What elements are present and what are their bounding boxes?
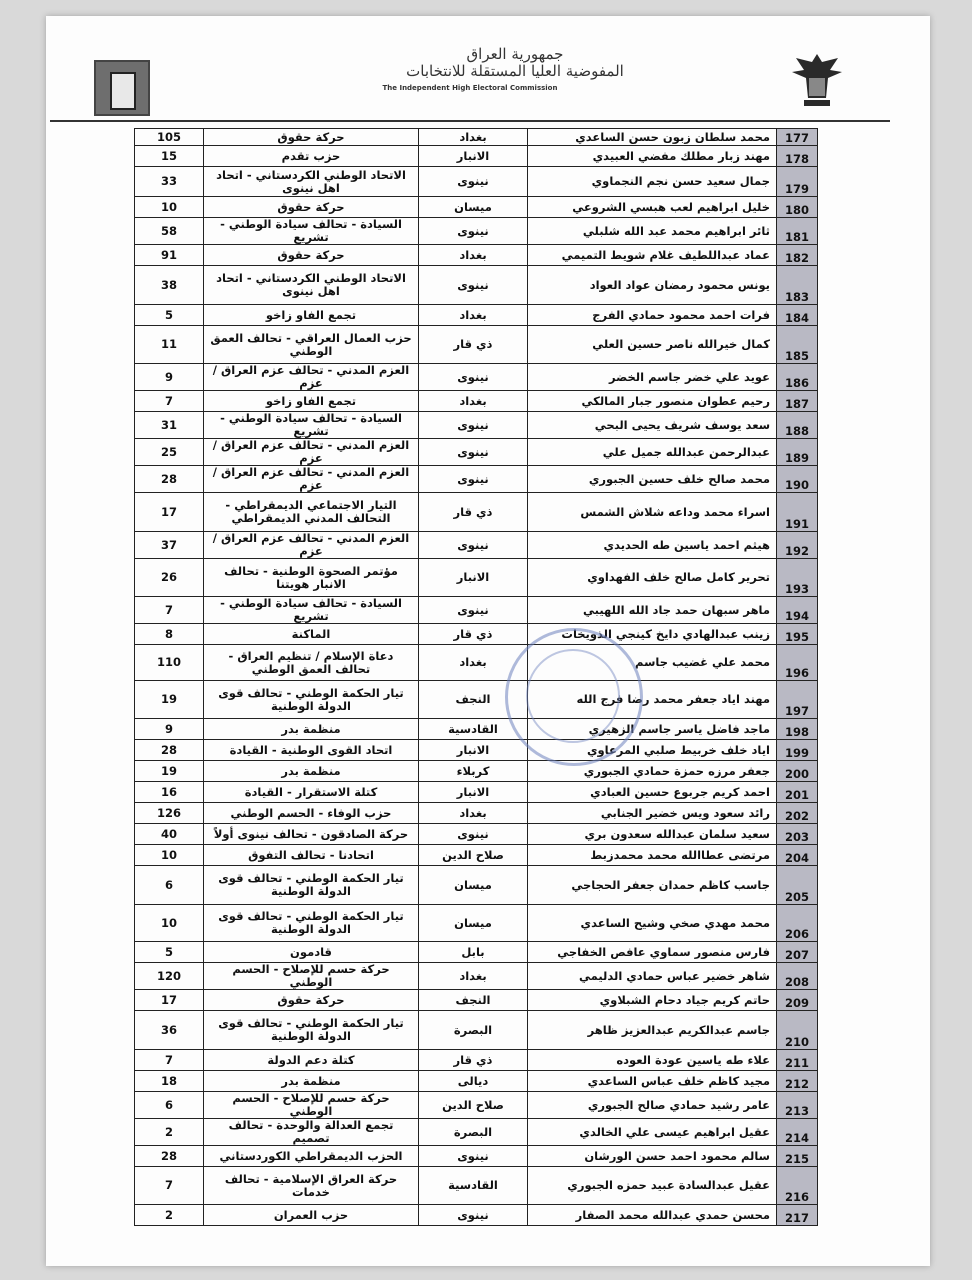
- vote-count: 7: [135, 391, 204, 412]
- candidate-name: خليل ابراهيم لعب هبسي الشروعي: [528, 197, 777, 218]
- table-row: [135, 1119, 818, 1146]
- org-name-english: The Independent High Electoral Commission: [382, 84, 558, 92]
- table-row: [135, 129, 818, 146]
- candidate-name: يونس محمود رمضان عواد العواد: [528, 266, 777, 305]
- governorate: البصرة: [419, 1119, 528, 1146]
- row-number: 184: [777, 305, 818, 326]
- governorate: بابل: [419, 942, 528, 963]
- governorate: ذي قار: [419, 624, 528, 645]
- row-number: 215: [777, 1146, 818, 1167]
- table-row: [135, 245, 818, 266]
- governorate: ذي قار: [419, 493, 528, 532]
- vote-count: 105: [135, 129, 204, 146]
- vote-count: 37: [135, 532, 204, 559]
- governorate: نينوى: [419, 1205, 528, 1226]
- governorate: القادسية: [419, 719, 528, 740]
- table-row: [135, 681, 818, 719]
- governorate: بغداد: [419, 963, 528, 990]
- candidate-name: محمد سلطان زبون حسن الساعدي: [528, 129, 777, 146]
- vote-count: 5: [135, 942, 204, 963]
- table-row: [135, 803, 818, 824]
- candidate-name: مرتضى عطاالله محمد محمدزبط: [528, 845, 777, 866]
- governorate: ميسان: [419, 866, 528, 905]
- vote-count: 7: [135, 1050, 204, 1071]
- governorate: البصرة: [419, 1011, 528, 1050]
- row-number: 181: [777, 218, 818, 245]
- candidate-name: محمد علي غضيب جاسم: [528, 645, 777, 681]
- vote-count: 8: [135, 624, 204, 645]
- vote-count: 10: [135, 905, 204, 942]
- vote-count: 126: [135, 803, 204, 824]
- candidate-name: عامر رشيد حمادي صالح الجبوري: [528, 1092, 777, 1119]
- governorate: بغداد: [419, 645, 528, 681]
- org-name-line-2: المفوضية العليا المستقلة للانتخابات: [406, 62, 624, 80]
- governorate: النجف: [419, 990, 528, 1011]
- table-row: [135, 439, 818, 466]
- row-number: 196: [777, 645, 818, 681]
- vote-count: 7: [135, 1167, 204, 1205]
- row-number: 213: [777, 1092, 818, 1119]
- vote-count: 7: [135, 597, 204, 624]
- governorate: بغداد: [419, 305, 528, 326]
- row-number: 211: [777, 1050, 818, 1071]
- party-name: حركة حقوق: [204, 990, 419, 1011]
- party-name: تيار الحكمة الوطني - تحالف قوى الدولة الوطنية: [204, 866, 419, 905]
- table-row: [135, 266, 818, 305]
- candidate-name: حاتم كريم جياد دحام الشبلاوي: [528, 990, 777, 1011]
- candidate-name: ثائر ابراهيم محمد عبد الله شلبلي: [528, 218, 777, 245]
- row-number: 203: [777, 824, 818, 845]
- table-row: [135, 146, 818, 167]
- governorate: نينوى: [419, 266, 528, 305]
- row-number: 205: [777, 866, 818, 905]
- vote-count: 6: [135, 1092, 204, 1119]
- vote-count: 17: [135, 493, 204, 532]
- vote-count: 17: [135, 990, 204, 1011]
- candidate-name: جاسب كاظم حمدان جعفر الحجاجي: [528, 866, 777, 905]
- candidate-name: عويد علي خضر جاسم الخضر: [528, 364, 777, 391]
- row-number: 200: [777, 761, 818, 782]
- party-name: العزم المدني - تحالف عزم العراق /عزم: [204, 466, 419, 493]
- governorate: نينوى: [419, 1146, 528, 1167]
- governorate: بغداد: [419, 803, 528, 824]
- party-name: السيادة - تحالف سيادة الوطني - تشريع: [204, 412, 419, 439]
- party-name: حزب الوفاء - الحسم الوطني: [204, 803, 419, 824]
- vote-count: 91: [135, 245, 204, 266]
- candidate-name: سعد يوسف شريف يحيى البحي: [528, 412, 777, 439]
- row-number: 204: [777, 845, 818, 866]
- candidate-name: سالم محمود احمد حسن الورشان: [528, 1146, 777, 1167]
- governorate: ذي قار: [419, 1050, 528, 1071]
- row-number: 195: [777, 624, 818, 645]
- vote-count: 10: [135, 197, 204, 218]
- party-name: كتلة دعم الدولة: [204, 1050, 419, 1071]
- vote-count: 40: [135, 824, 204, 845]
- row-number: 201: [777, 782, 818, 803]
- party-name: تجمع العدالة والوحدة - تحالف تصميم: [204, 1119, 419, 1146]
- table-row: [135, 782, 818, 803]
- candidate-name: محمد مهدي صخي وشيح الساعدي: [528, 905, 777, 942]
- vote-count: 2: [135, 1119, 204, 1146]
- party-name: دعاة الإسلام / تنظيم العراق - تحالف العمق الوطني: [204, 645, 419, 681]
- candidate-name: سعيد سلمان عبدالله سعدون بري: [528, 824, 777, 845]
- party-name: السيادة - تحالف سيادة الوطني - تشريع: [204, 218, 419, 245]
- governorate: نينوى: [419, 218, 528, 245]
- row-number: 212: [777, 1071, 818, 1092]
- governorate: صلاح الدين: [419, 845, 528, 866]
- table-row: [135, 167, 818, 197]
- table-row: [135, 845, 818, 866]
- party-name: تيار الحكمة الوطني - تحالف قوى الدولة الوطنية: [204, 1011, 419, 1050]
- candidate-name: فارس منصور سماوي عافص الخفاجي: [528, 942, 777, 963]
- table-row: [135, 990, 818, 1011]
- vote-count: 16: [135, 782, 204, 803]
- candidate-name: محسن حمدي عبدالله محمد الصفار: [528, 1205, 777, 1226]
- table-row: [135, 1092, 818, 1119]
- row-number: 192: [777, 532, 818, 559]
- candidate-name: عقيل ابراهيم عيسى علي الخالدي: [528, 1119, 777, 1146]
- candidate-name: علاء طه ياسين عودة العوده: [528, 1050, 777, 1071]
- vote-count: 28: [135, 740, 204, 761]
- table-row: [135, 761, 818, 782]
- candidate-name: رحيم عطوان منصور جبار المالكي: [528, 391, 777, 412]
- vote-count: 31: [135, 412, 204, 439]
- governorate: نينوى: [419, 532, 528, 559]
- table-row: [135, 963, 818, 990]
- governorate: ميسان: [419, 905, 528, 942]
- vote-count: 36: [135, 1011, 204, 1050]
- candidate-name: مهند اياد جعفر محمد رضا فرج الله: [528, 681, 777, 719]
- party-name: حزب العمران: [204, 1205, 419, 1226]
- table-row: [135, 1050, 818, 1071]
- governorate: نينوى: [419, 167, 528, 197]
- candidate-name: زينب عبدالهادي دايخ كينجي الذويخات: [528, 624, 777, 645]
- row-number: 199: [777, 740, 818, 761]
- party-name: العزم المدني - تحالف عزم العراق /عزم: [204, 364, 419, 391]
- table-row: [135, 218, 818, 245]
- party-name: اتحاد القوى الوطنية - القيادة: [204, 740, 419, 761]
- vote-count: 11: [135, 326, 204, 364]
- party-name: حركة حقوق: [204, 129, 419, 146]
- vote-count: 2: [135, 1205, 204, 1226]
- row-number: 189: [777, 439, 818, 466]
- table-row: [135, 391, 818, 412]
- row-number: 217: [777, 1205, 818, 1226]
- party-name: التيار الاجتماعي الديمقراطي - التحالف المدني الديمقراطي: [204, 493, 419, 532]
- party-name: تيار الحكمة الوطني - تحالف قوى الدولة الوطنية: [204, 681, 419, 719]
- candidate-name: جمال سعيد حسن نجم النجماوي: [528, 167, 777, 197]
- party-name: قادمون: [204, 942, 419, 963]
- row-number: 207: [777, 942, 818, 963]
- table-row: [135, 1011, 818, 1050]
- candidate-name: هيثم احمد ياسين طه الحديدي: [528, 532, 777, 559]
- governorate: نينوى: [419, 466, 528, 493]
- governorate: الانبار: [419, 146, 528, 167]
- vote-count: 9: [135, 364, 204, 391]
- candidate-name: تحرير كامل صالح خلف الفهداوي: [528, 559, 777, 597]
- party-name: الاتحاد الوطني الكردستاني - اتحاد اهل نينوى: [204, 266, 419, 305]
- party-name: حزب العمال العراقي - تحالف العمق الوطني: [204, 326, 419, 364]
- row-number: 194: [777, 597, 818, 624]
- row-number: 206: [777, 905, 818, 942]
- document-header: [50, 38, 890, 122]
- candidate-name: ماجد فاضل ياسر جاسم الزهيري: [528, 719, 777, 740]
- row-number: 216: [777, 1167, 818, 1205]
- party-name: حركة حقوق: [204, 245, 419, 266]
- table-row: [135, 597, 818, 624]
- candidate-name: مهند زبار مطلك مفضي العبيدي: [528, 146, 777, 167]
- row-number: 210: [777, 1011, 818, 1050]
- party-name: حركة الصادقون - تحالف نينوى أولاً: [204, 824, 419, 845]
- candidate-name: رائد سعود ويس خضير الجنابي: [528, 803, 777, 824]
- table-row: [135, 1167, 818, 1205]
- row-number: 183: [777, 266, 818, 305]
- row-number: 186: [777, 364, 818, 391]
- vote-count: 9: [135, 719, 204, 740]
- vote-count: 120: [135, 963, 204, 990]
- governorate: ديالى: [419, 1071, 528, 1092]
- row-number: 188: [777, 412, 818, 439]
- governorate: كربلاء: [419, 761, 528, 782]
- vote-count: 15: [135, 146, 204, 167]
- ihec-logo: [94, 60, 150, 116]
- governorate: ميسان: [419, 197, 528, 218]
- party-name: تجمع الفاو زاخو: [204, 391, 419, 412]
- governorate: بغداد: [419, 129, 528, 146]
- row-number: 178: [777, 146, 818, 167]
- eagle-emblem-icon: [786, 48, 848, 110]
- party-name: الماكنة: [204, 624, 419, 645]
- candidate-name: كمال خيرالله ناصر حسين العلي: [528, 326, 777, 364]
- table-row: [135, 1146, 818, 1167]
- row-number: 191: [777, 493, 818, 532]
- party-name: منظمة بدر: [204, 1071, 419, 1092]
- vote-count: 28: [135, 466, 204, 493]
- governorate: القادسية: [419, 1167, 528, 1205]
- table-row: [135, 1071, 818, 1092]
- row-number: 193: [777, 559, 818, 597]
- governorate: ذي قار: [419, 326, 528, 364]
- row-number: 182: [777, 245, 818, 266]
- candidate-name: مجيد كاظم خلف عباس الساعدي: [528, 1071, 777, 1092]
- vote-count: 10: [135, 845, 204, 866]
- candidate-name: عماد عبداللطيف غلام شويط التميمي: [528, 245, 777, 266]
- table-row: [135, 197, 818, 218]
- vote-count: 58: [135, 218, 204, 245]
- row-number: 208: [777, 963, 818, 990]
- table-row: [135, 326, 818, 364]
- party-name: تجمع الفاو زاخو: [204, 305, 419, 326]
- governorate: نينوى: [419, 824, 528, 845]
- candidate-name: احمد كريم جربوع حسين العبادي: [528, 782, 777, 803]
- candidate-name: جعفر مرزه حمزة حمادي الجبوري: [528, 761, 777, 782]
- table-row: [135, 645, 818, 681]
- vote-count: 19: [135, 761, 204, 782]
- candidate-name: ماهر سبهان حمد جاد الله اللهيبي: [528, 597, 777, 624]
- party-name: مؤتمر الصحوة الوطنية - تحالف الانبار هويتنا: [204, 559, 419, 597]
- party-name: السيادة - تحالف سيادة الوطني - تشريع: [204, 597, 419, 624]
- row-number: 202: [777, 803, 818, 824]
- governorate: نينوى: [419, 597, 528, 624]
- governorate: نينوى: [419, 439, 528, 466]
- table-row: [135, 942, 818, 963]
- vote-count: 25: [135, 439, 204, 466]
- governorate: الانبار: [419, 782, 528, 803]
- row-number: 198: [777, 719, 818, 740]
- table-row: [135, 866, 818, 905]
- party-name: حركة حقوق: [204, 197, 419, 218]
- governorate: النجف: [419, 681, 528, 719]
- party-name: حركة حسم للإصلاح - الحسم الوطني: [204, 963, 419, 990]
- party-name: اتحادنا - تحالف التفوق: [204, 845, 419, 866]
- table-row: [135, 905, 818, 942]
- table-row: [135, 466, 818, 493]
- candidate-name: محمد صالح خلف حسين الجبوري: [528, 466, 777, 493]
- candidate-name: جاسم عبدالكريم عبدالعزيز ظاهر: [528, 1011, 777, 1050]
- party-name: العزم المدني - تحالف عزم العراق /عزم: [204, 532, 419, 559]
- row-number: 177: [777, 129, 818, 146]
- candidate-name: شاهر خضير عباس حمادي الدليمي: [528, 963, 777, 990]
- party-name: منظمة بدر: [204, 761, 419, 782]
- party-name: كتلة الاستقرار - القيادة: [204, 782, 419, 803]
- party-name: منظمة بدر: [204, 719, 419, 740]
- governorate: الانبار: [419, 740, 528, 761]
- row-number: 187: [777, 391, 818, 412]
- table-row: [135, 305, 818, 326]
- row-number: 190: [777, 466, 818, 493]
- governorate: بغداد: [419, 245, 528, 266]
- candidate-name: عبدالرحمن عبدالله جميل علي: [528, 439, 777, 466]
- vote-count: 18: [135, 1071, 204, 1092]
- governorate: نينوى: [419, 364, 528, 391]
- org-name-line-1: جمهورية العراق: [466, 45, 564, 63]
- governorate: بغداد: [419, 391, 528, 412]
- table-row: [135, 719, 818, 740]
- vote-count: 28: [135, 1146, 204, 1167]
- party-name: الحزب الديمقراطي الكوردستاني: [204, 1146, 419, 1167]
- vote-count: 19: [135, 681, 204, 719]
- vote-count: 33: [135, 167, 204, 197]
- vote-count: 26: [135, 559, 204, 597]
- party-name: حركة حسم للإصلاح - الحسم الوطني: [204, 1092, 419, 1119]
- table-row: [135, 824, 818, 845]
- party-name: تيار الحكمة الوطني - تحالف قوى الدولة الوطنية: [204, 905, 419, 942]
- candidate-name: اسراء محمد وداعه شلاش الشمس: [528, 493, 777, 532]
- candidate-name: اياد خلف خربيط صلبي المرعاوي: [528, 740, 777, 761]
- table-row: [135, 532, 818, 559]
- table-row: [135, 559, 818, 597]
- table-row: [135, 740, 818, 761]
- row-number: 209: [777, 990, 818, 1011]
- candidate-name: فرات احمد محمود حمادي الفرج: [528, 305, 777, 326]
- row-number: 180: [777, 197, 818, 218]
- party-name: حزب تقدم: [204, 146, 419, 167]
- row-number: 179: [777, 167, 818, 197]
- governorate: صلاح الدين: [419, 1092, 528, 1119]
- party-name: حركة العراق الإسلامية - تحالف خدمات: [204, 1167, 419, 1205]
- table-row: [135, 1205, 818, 1226]
- candidate-name: عقيل عبدالسادة عبيد حمزه الجبوري: [528, 1167, 777, 1205]
- candidates-table-body: [135, 129, 818, 1226]
- table-row: [135, 412, 818, 439]
- row-number: 185: [777, 326, 818, 364]
- table-row: [135, 364, 818, 391]
- table-row: [135, 493, 818, 532]
- vote-count: 5: [135, 305, 204, 326]
- row-number: 214: [777, 1119, 818, 1146]
- governorate: الانبار: [419, 559, 528, 597]
- row-number: 197: [777, 681, 818, 719]
- table-row: [135, 624, 818, 645]
- vote-count: 6: [135, 866, 204, 905]
- candidates-table: [134, 128, 818, 1226]
- party-name: الاتحاد الوطني الكردستاني - اتحاد اهل نينوى: [204, 167, 419, 197]
- vote-count: 110: [135, 645, 204, 681]
- party-name: العزم المدني - تحالف عزم العراق /عزم: [204, 439, 419, 466]
- org-name-arabic: [350, 46, 680, 80]
- governorate: نينوى: [419, 412, 528, 439]
- vote-count: 38: [135, 266, 204, 305]
